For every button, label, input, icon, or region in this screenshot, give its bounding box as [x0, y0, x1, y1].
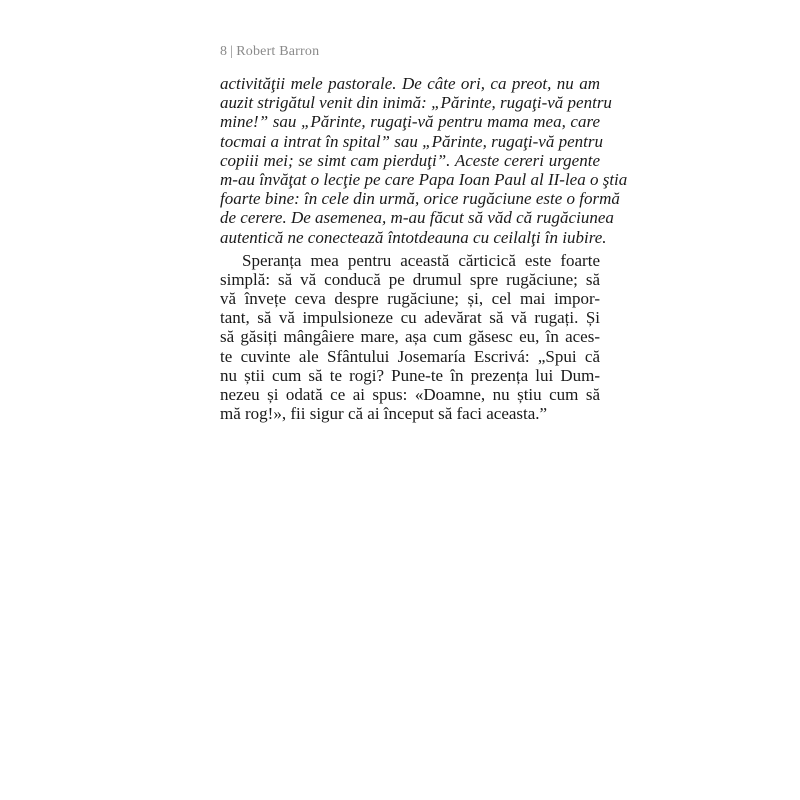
text-line: tocmai a intrat în spital” sau „Părinte, rugaţi-vă pentru	[220, 131, 603, 151]
text-line: autentică ne conectează întotdeauna cu ceilalţi în iubire.	[220, 227, 607, 247]
text-line: nu știi cum să te rogi? Pune-te în prezența lui Dum-	[220, 365, 600, 385]
text-line: auzit strigătul venit din inimă: „Părinte, rugaţi-vă pentru	[220, 93, 612, 113]
text-line: să găsiți mângâiere mare, așa cum găsesc eu, în aces-	[220, 327, 600, 347]
text-line: Speranța mea pentru această cărticică este foarte	[242, 250, 600, 270]
page-number: 8	[220, 44, 228, 59]
text-line: te cuvinte ale Sfântului Josemaría Escrivá: „Spui că	[220, 346, 600, 366]
text-line: mine!” sau „Părinte, rugaţi-vă pentru mama mea, care	[220, 112, 600, 132]
text-line: nezeu și odată ce ai spus: «Doamne, nu știu cum să	[220, 385, 600, 404]
text-line: foarte bine: în cele din urmă, orice rugăciune este o formă	[220, 189, 620, 209]
text-line: mă rog!», fii sigur că ai început să faci aceasta.”	[220, 404, 548, 424]
text-line: simplă: să vă conducă pe drumul spre rugăciune; să	[220, 269, 600, 289]
text-line: vă învețe ceva despre rugăciune; și, cel mai impor-	[220, 289, 600, 309]
text-line: activităţii mele pastorale. De câte ori, ca preot, nu am	[220, 74, 600, 93]
author-name: Robert Barron	[236, 44, 320, 59]
running-header	[220, 44, 319, 60]
text-line: m-au învăţat o lecţie pe care Papa Ioan Paul al II-lea o ştia	[220, 169, 628, 189]
text-line: de cerere. De asemenea, m-au făcut să văd că rugăciunea	[220, 208, 614, 228]
body-text	[220, 74, 628, 424]
text-line: tant, să vă impulsioneze cu adevărat să vă rugați. Și	[220, 308, 600, 328]
paragraph-regular	[220, 251, 600, 424]
header-separator: |	[230, 44, 234, 59]
text-line: copiii mei; se simt cam pierduţi”. Aceste cereri urgente	[220, 150, 600, 170]
paragraph-italic	[220, 74, 628, 247]
